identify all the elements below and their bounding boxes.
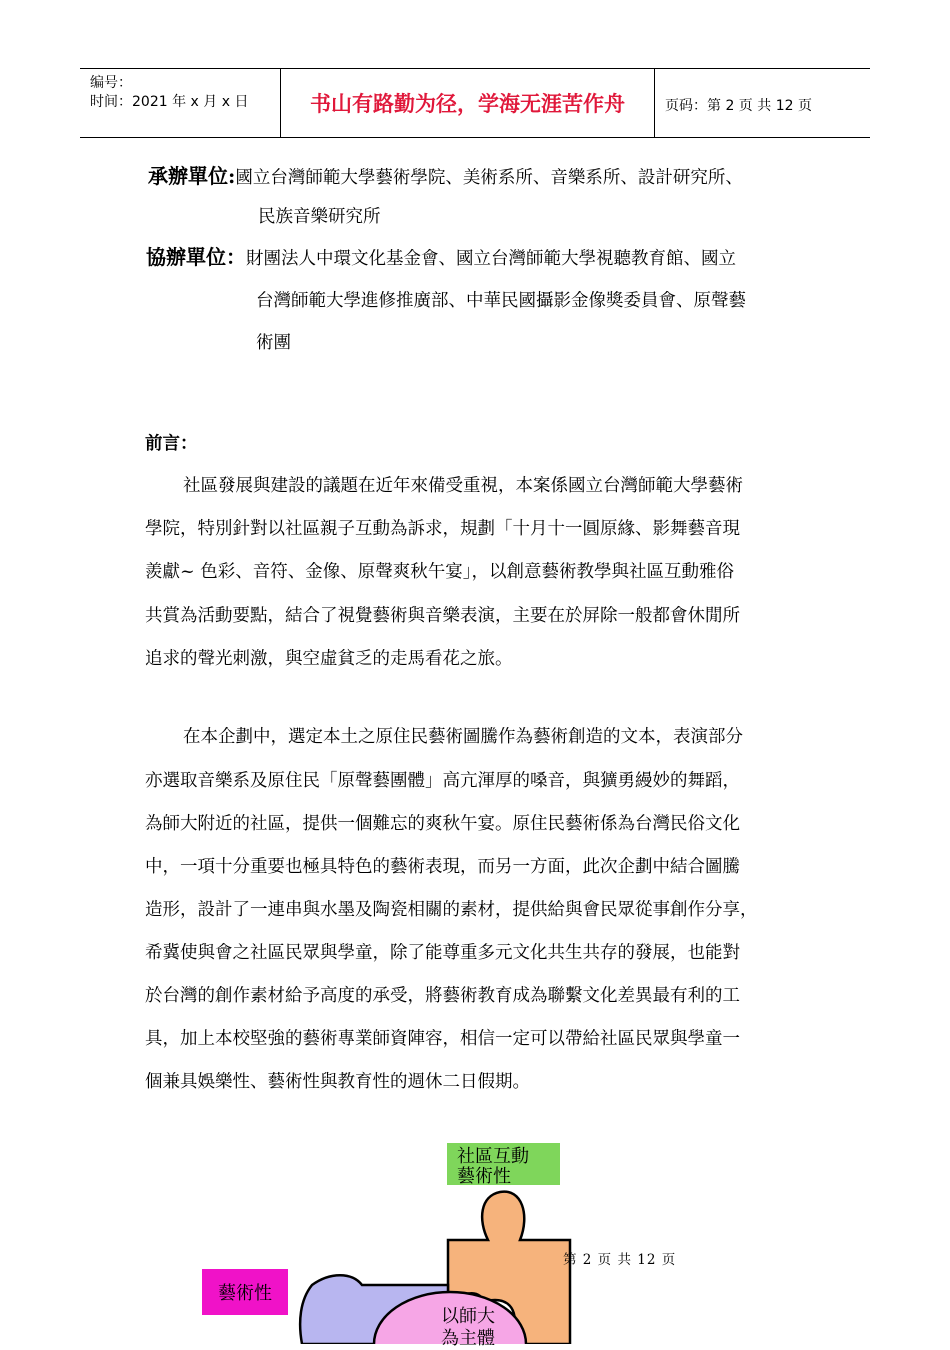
co-label: 協辦單位： [146, 245, 246, 269]
page-number-label: 页码：第 2 页 共 12 页 [665, 98, 812, 114]
preface-p1-line: 共賞為活動要點，結合了視覺藝術與音樂表演，主要在於屏除一般都會休閒所 [145, 606, 740, 626]
number-label: 编号： [90, 75, 132, 91]
footer-page-number: 第 2 页 共 12 页 [563, 1252, 677, 1268]
preface-p2-line: 於台灣的創作素材給予高度的承受，將藝術教育成為聯繫文化差異最有利的工 [145, 986, 740, 1006]
co-line-1 [146, 247, 736, 269]
preface-p1-line: 社區發展與建設的議題在近年來備受重視，本案係國立台灣師範大學藝術 [183, 476, 743, 496]
diagram-label-center: 以師大 為主體 [441, 1306, 495, 1349]
preface-title: 前言： [145, 434, 198, 454]
preface-p2-line: 造形，設計了一連串與水墨及陶瓷相關的素材，提供給與會民眾從事創作分享， [145, 900, 758, 920]
preface-p2-line: 個兼具娛樂性、藝術性與教育性的週休二日假期。 [145, 1072, 530, 1092]
page-header [80, 68, 870, 138]
preface-p2-line: 中，一項十分重要也極具特色的藝術表現，而另一方面，此次企劃中結合圖騰 [145, 857, 740, 877]
co-text-1: 財團法人中環文化基金會、國立台灣師範大學視聽教育館、國立 [246, 249, 736, 269]
preface-p2-line: 亦選取音樂系及原住民「原聲藝團體」高亢渾厚的嗓音，與獷勇縵妙的舞蹈， [145, 771, 740, 791]
diagram-label-community: 社區互動 藝術性 [447, 1143, 560, 1185]
co-line-3: 術團 [256, 333, 291, 353]
host-label: 承辦單位: [148, 164, 236, 188]
preface-p1-line: 追求的聲光刺激，與空虛貧乏的走馬看花之旅。 [145, 649, 513, 669]
diagram-label-art: 藝術性 [202, 1269, 288, 1315]
time-label: 时间：2021 年 x 月 x 日 [90, 94, 249, 110]
preface-p2-line: 為師大附近的社區，提供一個難忘的爽秋午宴。原住民藝術係為台灣民俗文化 [145, 814, 740, 834]
host-line-2: 民族音樂研究所 [258, 207, 381, 227]
preface-p2-line: 具，加上本校堅強的藝術專業師資陣容，相信一定可以帶給社區民眾與學童一 [145, 1029, 740, 1049]
preface-p1-line: 學院，特別針對以社區親子互動為訴求，規劃「十月十一圓原緣、影舞藝音現 [145, 519, 740, 539]
co-line-2: 台灣師範大學進修推廣部、中華民國攝影金像獎委員會、原聲藝 [256, 291, 746, 311]
preface-p2-line: 在本企劃中，選定本土之原住民藝術圖騰作為藝術創造的文本，表演部分 [183, 727, 743, 747]
host-text-1: 國立台灣師範大學藝術學院、美術系所、音樂系所、設計研究所、 [235, 168, 743, 188]
header-info-cell [80, 69, 281, 137]
host-line-1 [148, 166, 743, 188]
preface-p2-line: 希冀使與會之社區民眾與學童，除了能尊重多元文化共生共存的發展，也能對 [145, 943, 740, 963]
motto-text: 书山有路勤为径，学海无涯苦作舟 [310, 92, 625, 116]
preface-p1-line: 羨獻~ 色彩、音符、金像、原聲爽秋午宴」，以創意藝術教學與社區互動雅俗 [145, 562, 734, 582]
header-motto-cell [281, 69, 655, 137]
